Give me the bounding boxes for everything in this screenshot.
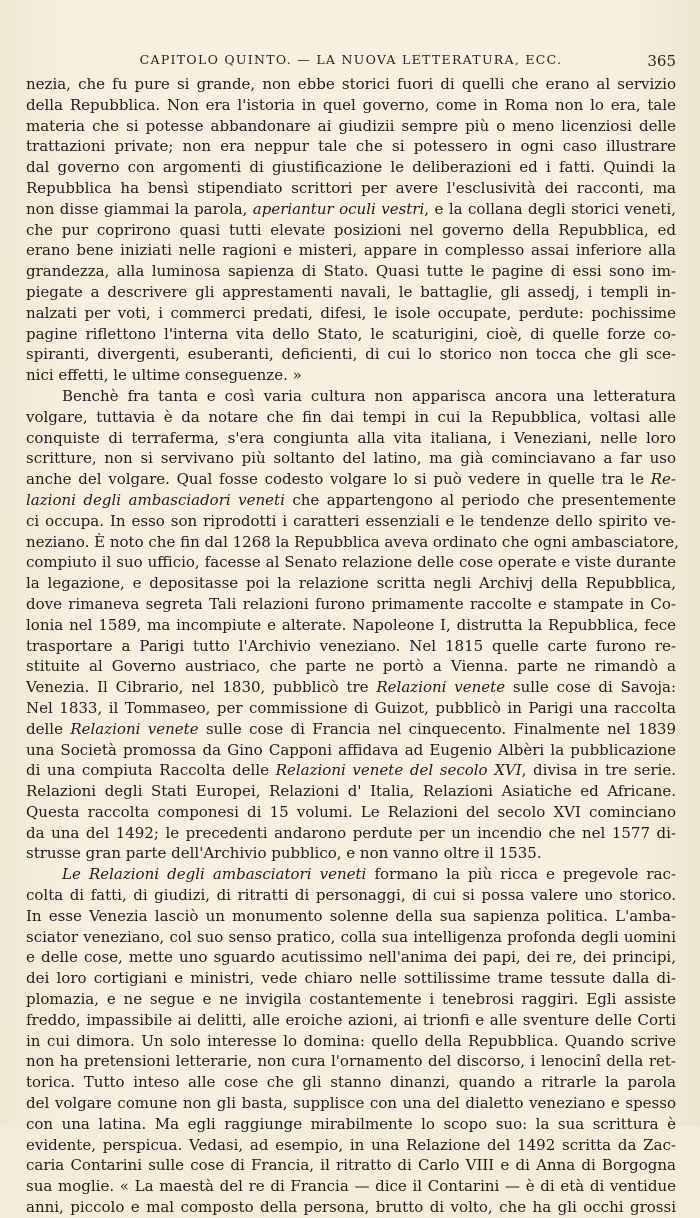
- text-line: volgare, tuttavia è da notare che fin dai tempi in cui la Repubblica, voltasi alle: [26, 407, 676, 426]
- text-line: anni, piccolo e mal composto della persona, brutto di volto, che ha gli occhi grossi: [26, 1198, 676, 1217]
- text-line: [26, 490, 676, 511]
- text-segment: , e la collana degli storici veneti,: [424, 199, 677, 218]
- text-segment: formano la più ricca e pregevole rac-: [366, 865, 676, 884]
- text-line: conquiste di terraferma, s'era congiunta alla vita italiana, i Veneziani, nelle loro: [26, 428, 676, 447]
- text-line: sua moglie. « La maestà del re di Francia — dice il Contarini — è di età di ventidue: [26, 1177, 676, 1196]
- text-line: nezia, che fu pure si grande, non ebbe storici fuori di quelli che erano al servizio: [26, 75, 676, 93]
- text-line: Nel 1833, il Tommaseo, per commissione di Guizot, pubblicò in Parigi una raccolta: [26, 698, 676, 717]
- text-line: erano bene iniziati nelle ragioni e misteri, appare in complesso assai inferiore alla: [26, 241, 676, 260]
- text-line: che pur coprirono quasi tutti elevate posizioni nel governo della Repubblica, ed: [26, 220, 676, 239]
- italic-title: Relazioni venete del secolo XVI: [275, 761, 522, 780]
- page-header: [26, 52, 676, 72]
- text-line: [26, 864, 676, 885]
- text-segment: sulle cose di Savoja:: [505, 678, 676, 697]
- text-line: Questa raccolta componesi di 15 volumi. Le Relazioni del secolo XVI cominciano: [26, 802, 676, 821]
- text-line: e delle cose, mette uno sguardo acutissimo nell'anima dei papi, dei re, dei principi,: [26, 948, 676, 967]
- italic-title: lazioni degli ambasciadori veneti: [26, 490, 285, 509]
- text-line: ci occupa. In esso son riprodotti i caratteri essenziali e le tendenze dello spirito ve-: [26, 511, 676, 530]
- italic-title: Relazioni venete: [376, 678, 506, 697]
- text-line: [26, 719, 676, 740]
- running-head: CAPITOLO QUINTO. — LA NUOVA LETTERATURA, ECC.: [139, 52, 563, 67]
- italic-title: Re-: [650, 470, 676, 489]
- text-line: piegate a descrivere gli apprestamenti navali, le battaglie, gli assedj, i templi in-: [26, 282, 676, 301]
- text-segment: che appartengono al periodo che presentemente: [284, 490, 676, 509]
- text-line: torica. Tutto inteso alle cose che gli stanno dinanzi, quando a ritrarle la parola: [26, 1073, 676, 1092]
- italic-title: aperiantur oculi vestri: [252, 199, 425, 218]
- text-segment: delle: [26, 719, 71, 738]
- text-line: Benchè fra tanta e così varia cultura non apparisca ancora una letteratura: [62, 386, 676, 405]
- text-line: della Repubblica. Non era l'istoria in quel governo, come in Roma non lo era, tale: [26, 95, 676, 114]
- text-line: grandezza, alla luminosa sapienza di Stato. Quasi tutte le pagine di essi sono im-: [26, 262, 676, 281]
- text-line: caria Contarini sulle cose di Francia, il ritratto di Carlo VIII e di Anna di Borgogna: [26, 1156, 676, 1175]
- text-line: con una latina. Ma egli raggiunge mirabilmente lo scopo suo: la sua scrittura è: [26, 1114, 676, 1133]
- text-line: nalzati per voti, i commerci predati, difesi, le isole occupate, perdute: pochissime: [26, 303, 676, 322]
- text-line: materia che si potesse abbandonare ai giudizii sempre più o meno licenziosi delle: [26, 116, 676, 135]
- text-line: [26, 469, 676, 490]
- text-line: Relazioni degli Stati Europei, Relazioni d' Italia, Relazioni Asiatiche ed Africane.: [26, 782, 676, 801]
- text-line: una Società promossa da Gino Capponi affidava ad Eugenio Albèri la pubblicazione: [26, 740, 676, 759]
- text-segment: sulle cose di Francia nel cinquecento. Finalmente nel 1839: [198, 719, 676, 738]
- text-line: del volgare comune non gli basta, supplisce con una del dialetto veneziano e spesso: [26, 1094, 676, 1113]
- text-line: compiuto il suo ufficio, facesse al Senato relazione delle cose operate e viste durante: [26, 553, 676, 572]
- text-line: da una del 1492; le precedenti andarono perdute per un incendio che nel 1577 di-: [26, 823, 676, 842]
- italic-title: Relazioni venete: [70, 719, 199, 738]
- text-line: [26, 677, 676, 698]
- text-line: nici effetti, le ultime conseguenze. »: [26, 366, 302, 385]
- text-line: freddo, impassibile ai delitti, alle eroiche azioni, ai trionfi e alle sventure delle Corti: [26, 1010, 676, 1029]
- text-line: non ha pretensioni letterarie, non cura l'ornamento del discorso, i lenocinî della ret-: [26, 1052, 676, 1071]
- text-line: in cui dimora. Un solo interesse lo domina: quello della Repubblica. Quando scrive: [26, 1031, 676, 1050]
- text-segment: Venezia. Il Cibrario, nel 1830, pubblicò tre: [26, 678, 377, 697]
- text-line: [26, 199, 676, 220]
- text-line: neziano. È noto che fin dal 1268 la Repubblica aveva ordinato che ogni ambasciatore,: [26, 532, 679, 551]
- text-line: trattazioni private; non era neppur tale che si potessero in ogni caso illustrare: [26, 137, 676, 156]
- text-line: colta di fatti, di giudizi, di ritratti di personaggi, di cui si possa valere uno storico.: [26, 886, 676, 905]
- text-line: dove rimaneva segreta Tali relazioni furono primamente raccolte e stampate in Co-: [26, 594, 676, 613]
- text-line: spiranti, divergenti, esuberanti, deficienti, di cui lo storico non tocca che gli sce-: [26, 345, 676, 364]
- text-segment: non disse giammai la parola,: [26, 199, 253, 218]
- page-number: 365: [647, 52, 676, 70]
- text-segment: di una compiuta Raccolta delle: [26, 761, 276, 780]
- text-line: sciator veneziano, col suo senso pratico, colla sua intelligenza profonda degli uomini: [26, 927, 676, 946]
- text-line: trasportare a Parigi tutto l'Archivio veneziano. Nel 1815 quelle carte furono re-: [26, 636, 676, 655]
- text-line: [26, 760, 676, 781]
- text-line: pagine riflettono l'interna vita dello Stato, le scaturigini, cioè, di quelle forze co-: [26, 324, 676, 343]
- text-line: dei loro cortigiani e ministri, vede chiaro nelle sottilissime trame tessute dalla di-: [26, 969, 676, 988]
- text-line: scritture, non si servivano più soltanto del latino, ma già cominciavano a far uso: [26, 449, 676, 468]
- text-line: evidente, perspicua. Vedasi, ad esempio, in una Relazione del 1492 scritta da Zac-: [26, 1135, 676, 1154]
- text-segment: anche del volgare. Qual fosse codesto volgare lo si può vedere in quelle tra le: [26, 470, 651, 489]
- italic-title: Le Relazioni degli ambasciatori veneti: [62, 865, 367, 884]
- body-text: [26, 74, 679, 1218]
- text-line: Repubblica ha bensì stipendiato scrittori per avere l'esclusività dei racconti, ma: [26, 178, 676, 197]
- text-line: In esse Venezia lasciò un monumento solenne della sua sapienza politica. L'amba-: [26, 906, 676, 925]
- text-line: stituite al Governo austriaco, che parte ne portò a Vienna. parte ne rimandò a: [26, 657, 676, 676]
- text-line: la legazione, e depositasse poi la relazione scritta negli Archivj della Repubblica,: [26, 574, 676, 593]
- text-line: dal governo con argomenti di giustificazione le deliberazioni ed i fatti. Quindi la: [26, 158, 676, 177]
- text-segment: , divisa in tre serie.: [521, 761, 677, 780]
- text-line: plomazia, e ne segue e ne invigila costantemente i tenebrosi raggiri. Egli assiste: [26, 990, 676, 1009]
- text-line: lonia nel 1589, ma incompiute e alterate. Napoleone I, distrutta la Repubblica, fece: [26, 615, 676, 634]
- text-line: strusse gran parte dell'Archivio pubblico, e non vanno oltre il 1535.: [26, 844, 542, 863]
